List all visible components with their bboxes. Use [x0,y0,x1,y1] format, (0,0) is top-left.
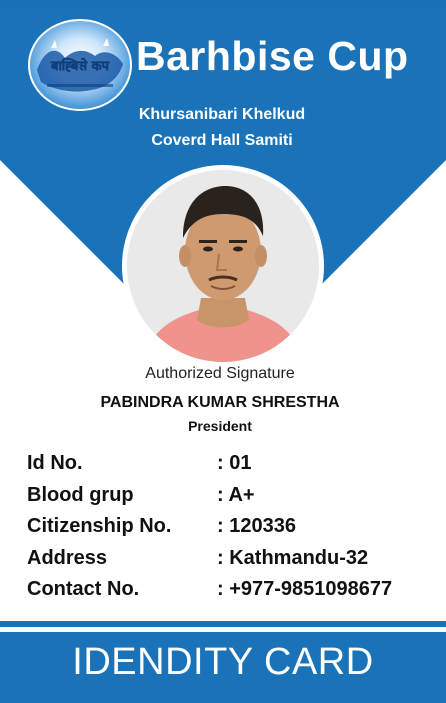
event-title: Barhbise Cup [136,33,409,79]
detail-row-contact [27,579,437,611]
map-logo-icon [27,18,133,112]
detail-value: : 120336 [217,515,296,537]
detail-label: Contact No. [27,578,140,600]
detail-value: : Kathmandu-32 [217,546,369,569]
detail-label: Blood grup [27,483,134,506]
portrait-photo [127,170,319,362]
footer-divider [0,621,446,627]
logo-text: बाह्बिसे कप [51,59,109,74]
detail-value: : +977-9851098677 [217,578,393,600]
card-type-label: IDENDITY CARD [72,641,374,683]
detail-label: Citizenship No. [27,515,172,537]
detail-row-citizenship [27,516,437,548]
organization-line-2: Coverd Hall Samiti [151,132,293,149]
detail-row-address [27,548,437,580]
photo-frame [122,165,324,367]
detail-label: Id No. [27,452,83,474]
signature-label: Authorized Signature [145,365,295,382]
detail-value: : A+ [217,483,255,506]
organization-line-1: Khursanibari Khelkud [138,106,306,123]
holder-title: President [188,418,252,434]
details-list [27,453,437,611]
detail-label: Address [27,546,108,569]
holder-name: PABINDRA KUMAR SHRESTHA [100,394,340,411]
detail-row-id [27,453,437,485]
detail-value: : 01 [217,452,252,474]
detail-row-blood-group [27,485,437,517]
